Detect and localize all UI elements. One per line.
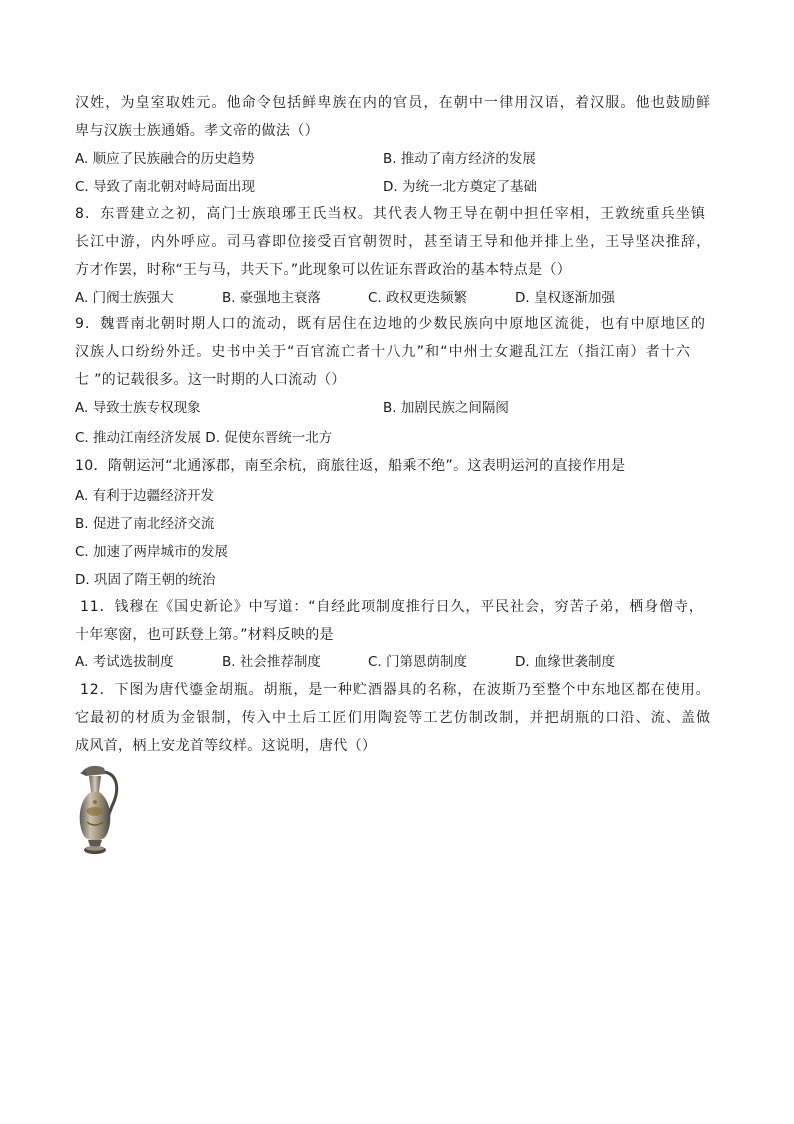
q10-option-b[interactable]: B. 促进了南北经济交流: [75, 516, 215, 532]
q12-stem-line-1: 12．下图为唐代鎏金胡瓶。胡瓶，是一种贮酒器具的名称，在波斯乃至整个中东地区都在使用。: [80, 682, 711, 698]
q7-option-b[interactable]: B. 推动了南方经济的发展: [383, 151, 536, 167]
q8-option-b[interactable]: B. 豪强地主衰落: [222, 290, 321, 306]
q11-option-a[interactable]: A. 考试选拔制度: [75, 654, 174, 670]
q11-stem-line-1: 11．钱穆在《国史新论》中写道：“自经此项制度推行日久，平民社会，穷苦子弟，栖身僧寺，: [80, 599, 704, 615]
q11-option-d[interactable]: D. 血缘世袭制度: [515, 654, 615, 670]
q9-stem-line-3: 七 ”的记载很多。这一时期的人口流动（）: [75, 372, 346, 388]
q7-stem-line-2: 卑与汉族士族通婚。孝文帝的做法（）: [75, 123, 319, 139]
q7-option-a[interactable]: A. 顺应了民族融合的历史趋势: [75, 151, 255, 167]
q8-option-d[interactable]: D. 皇权逐渐加强: [515, 290, 615, 306]
q10-option-c[interactable]: C. 加速了两岸城市的发展: [75, 544, 229, 560]
q9-option-b[interactable]: B. 加剧民族之间隔阂: [383, 400, 509, 416]
q7-stem-line-1: 汉姓，为皇室取姓元。他命令包括鲜卑族在内的官员，在朝中一律用汉语，着汉服。他也鼓励鲜: [75, 95, 712, 111]
q9-option-cd[interactable]: C. 推动江南经济发展 D. 促使东晋统一北方: [75, 430, 333, 446]
q7-option-d[interactable]: D. 为统一北方奠定了基础: [383, 179, 537, 195]
q11-option-b[interactable]: B. 社会推荐制度: [222, 654, 321, 670]
q12-stem-line-2: 它最初的材质为金银制，传入中土后工匠们用陶瓷等工艺仿制改制，并把胡瓶的口沿、流、盖做: [75, 710, 712, 726]
q8-stem-line-2: 长江中游，内外呼应。司马睿即位接受百官朝贺时，甚至请王导和他并排上坐，王导坚决推辞，: [75, 234, 712, 250]
q10-option-a[interactable]: A. 有利于边疆经济开发: [75, 488, 215, 504]
q9-stem-line-2: 汉族人口纷纷外迁。史书中关于“百官流亡者十八九”和“中州士女避乱江左（指江南）者十六: [75, 344, 692, 360]
q7-option-c[interactable]: C. 导致了南北朝对峙局面出现: [75, 179, 256, 195]
q10-option-d[interactable]: D. 巩固了隋王朝的统治: [75, 572, 216, 588]
q9-stem-line-1: 9．魏晋南北朝时期人口的流动，既有居住在边地的少数民族向中原地区流徙，也有中原地区的: [75, 316, 707, 332]
q11-option-c[interactable]: C. 门第恩荫制度: [368, 654, 468, 670]
q8-option-a[interactable]: A. 门阀士族强大: [75, 290, 174, 306]
q10-stem: 10．隋朝运河“北通涿郡，南至余杭，商旅往返，船乘不绝”。这表明运河的直接作用是: [75, 458, 626, 474]
q9-option-a[interactable]: A. 导致士族专权现象: [75, 400, 201, 416]
q11-stem-line-2: 十年寒窗，也可跃登上第。”材料反映的是: [75, 627, 334, 643]
q8-stem-line-3: 方才作罢，时称“王与马，共天下。”此现象可以佐证东晋政治的基本特点是（）: [75, 262, 572, 278]
q12-stem-line-3: 成风首，柄上安龙首等纹样。这说明，唐代（）: [75, 738, 377, 754]
q8-stem-line-1: 8．东晋建立之初，高门士族琅琊王氏当权。其代表人物王导在朝中担任宰相，王敦统重兵坐镇: [75, 206, 707, 222]
gilded-ewer-image: [74, 762, 120, 858]
q8-option-c[interactable]: C. 政权更迭频繁: [368, 290, 468, 306]
